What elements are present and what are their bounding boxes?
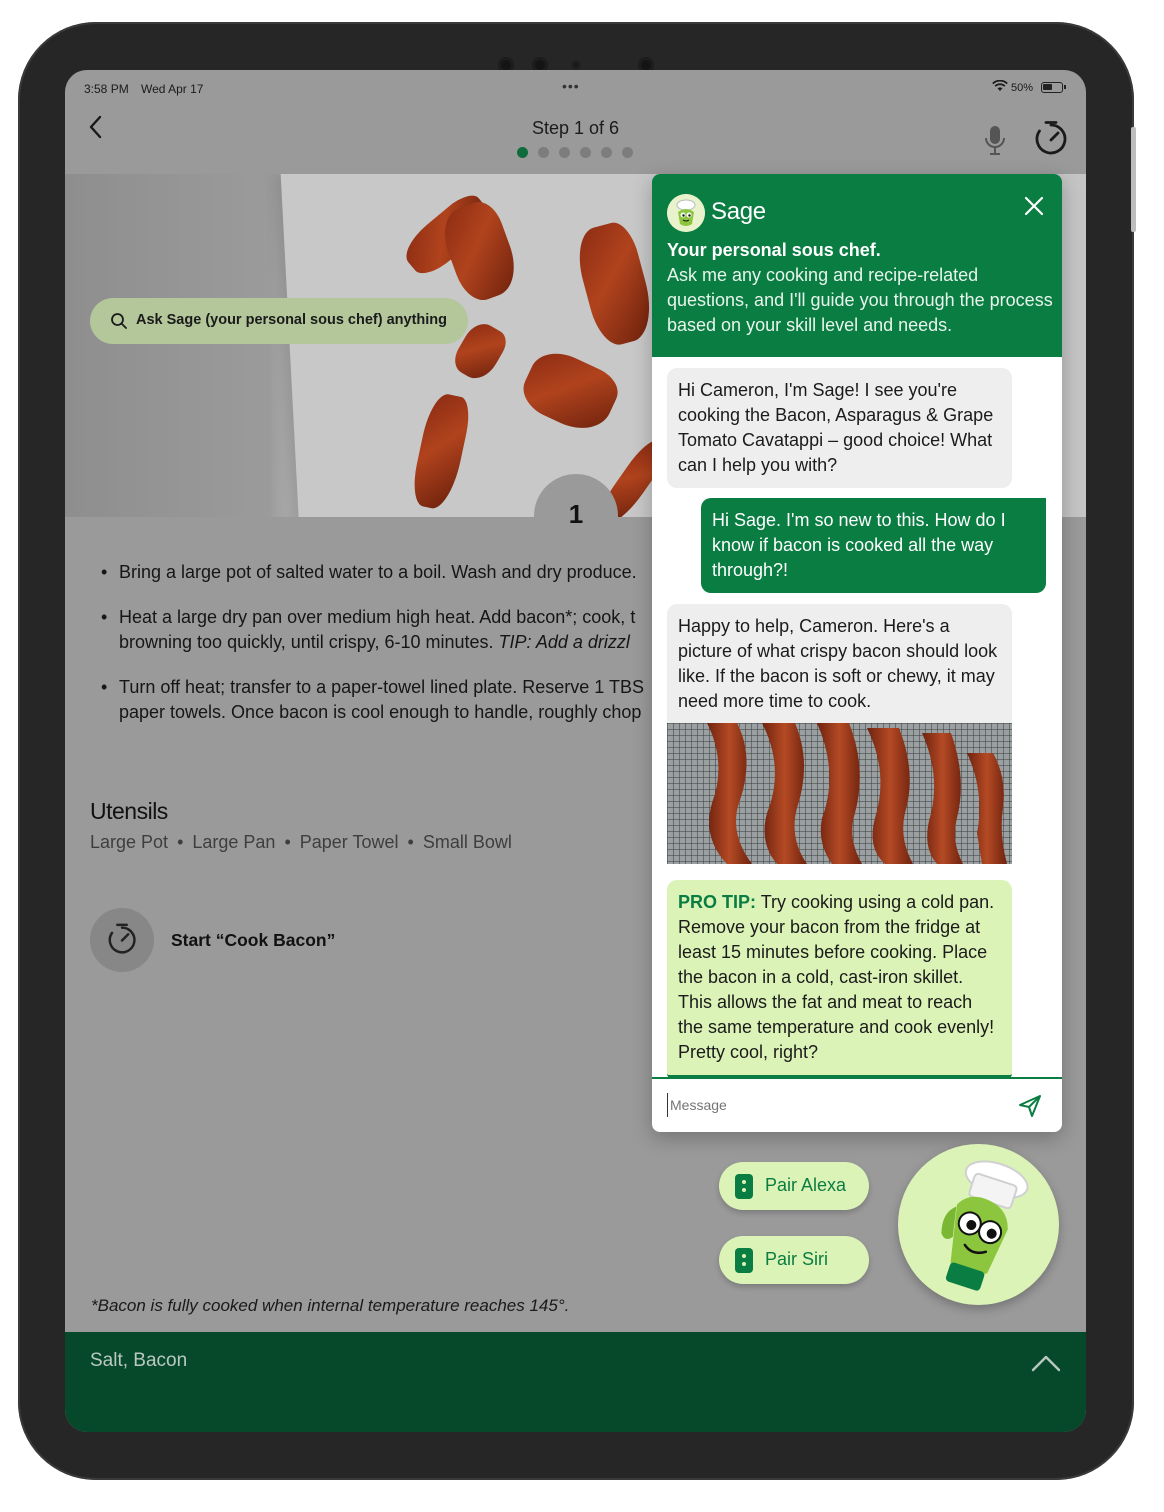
- utensil-separator: •: [407, 832, 414, 852]
- power-button: [1131, 172, 1136, 232]
- pair-alexa-button[interactable]: [719, 1162, 869, 1210]
- chat-message-user: Hi Sage. I'm so new to this. How do I know if bacon is cooked all the way through?!: [701, 498, 1046, 593]
- message-input[interactable]: [667, 1093, 1007, 1117]
- start-timer-label[interactable]: Start “Cook Bacon”: [171, 930, 336, 950]
- send-icon[interactable]: [1017, 1093, 1043, 1119]
- utensils-heading: Utensils: [90, 798, 168, 824]
- pro-tip-text: Try cooking using a cold pan. Remove your bacon from the fridge at least 15 minutes before cooking. Place the bacon in a cold, cast-iron skillet. This allows the fat and meat to reach the same temperature and cook evenly! Pretty cool, right?: [678, 892, 995, 1062]
- instruction-item: [101, 605, 661, 655]
- sage-tagline: Your personal sous chef.: [667, 240, 881, 260]
- search-icon: [110, 312, 128, 330]
- sage-title: Sage: [711, 198, 766, 225]
- instruction-item: [101, 675, 661, 725]
- sage-header: [652, 174, 1062, 357]
- step-dot: [601, 147, 612, 158]
- footnote: *Bacon is fully cooked when internal temperature reaches 145°.: [91, 1296, 570, 1315]
- utensil-item: Small Bowl: [422, 832, 512, 852]
- instruction-text: browning too quickly, until crispy, 6-10 minutes.: [119, 632, 499, 652]
- chat-thread: [652, 357, 1062, 1077]
- ask-sage-button[interactable]: [90, 298, 468, 344]
- sage-mascot-button[interactable]: [898, 1144, 1059, 1305]
- step-dot: [538, 147, 549, 158]
- speaker-icon: [735, 1248, 753, 1273]
- battery-fill: [1043, 84, 1052, 90]
- sensor-icon: [572, 61, 580, 69]
- instruction-text: Bring a large pot of salted water to a boil. Wash and dry produce.: [119, 562, 637, 582]
- sage-mascot-icon: [898, 1144, 1059, 1305]
- utensil-item: Paper Towel: [299, 832, 399, 852]
- utensil-item: Large Pan: [192, 832, 276, 852]
- ingredients-drawer[interactable]: [65, 1332, 1086, 1432]
- instruction-text: Turn off heat; transfer to a paper-towel lined plate. Reserve 1 TBS: [119, 677, 644, 697]
- status-time: 3:58 PM: [84, 82, 129, 96]
- app-screen: [65, 70, 1086, 1432]
- instruction-item: [101, 560, 661, 585]
- pair-siri-button[interactable]: [719, 1236, 869, 1284]
- pro-tip-label: PRO TIP:: [678, 892, 757, 912]
- step-dot: [622, 147, 633, 158]
- step-number-badge: 1: [534, 474, 618, 558]
- timer-icon[interactable]: [1032, 120, 1070, 158]
- start-timer-button[interactable]: [90, 908, 154, 972]
- chat-message-bot: Hi Cameron, I'm Sage! I see you're cooking the Bacon, Asparagus & Grape Tomato Cavatappi – good choice! What can I help you with?: [667, 368, 1012, 488]
- instruction-text: Heat a large dry pan over medium high heat. Add bacon*; cook, t: [119, 607, 636, 627]
- utensil-separator: •: [177, 832, 184, 852]
- step-dot: [580, 147, 591, 158]
- step-dot: [517, 147, 528, 158]
- step-progress-dots: [517, 147, 633, 158]
- multitasking-indicator[interactable]: •••: [562, 78, 580, 94]
- battery-icon: [1041, 82, 1063, 93]
- utensils-list: [90, 832, 512, 853]
- ingredients-summary: Salt, Bacon: [90, 1350, 188, 1371]
- timer-icon: [104, 922, 140, 958]
- instruction-list: [101, 560, 661, 745]
- chevron-up-icon[interactable]: [1031, 1354, 1061, 1372]
- speaker-icon: [735, 1174, 753, 1199]
- battery-percent: 50%: [1011, 82, 1034, 94]
- close-icon[interactable]: [1022, 194, 1046, 218]
- ask-sage-label: Ask Sage (your personal sous chef) anything: [136, 312, 448, 328]
- sage-chat-panel: [652, 174, 1062, 1132]
- status-date: Wed Apr 17: [141, 82, 204, 96]
- status-bar: [65, 70, 1086, 106]
- chat-message-bot: Happy to help, Cameron. Here's a picture of what crispy bacon should look like. If the bacon is soft or chewy, it may need more time to cook.: [667, 604, 1012, 724]
- pro-tip-message: [667, 880, 1012, 1078]
- instruction-tip: TIP: Add a drizzl: [498, 632, 630, 652]
- crispy-bacon-photo: [667, 723, 1012, 864]
- step-title: Step 1 of 6: [531, 118, 620, 138]
- wifi-icon: [992, 80, 1008, 92]
- microphone-icon[interactable]: [982, 124, 1008, 158]
- pair-siri-label: Pair Siri: [765, 1249, 829, 1269]
- instruction-text: paper towels. Once bacon is cool enough to handle, roughly chop: [119, 702, 642, 722]
- sage-description: Ask me any cooking and recipe-related questions, and I'll guide you through the process based on your skill level and needs.: [667, 265, 1053, 335]
- utensil-item: Large Pot: [90, 832, 169, 852]
- step-dot: [559, 147, 570, 158]
- pair-alexa-label: Pair Alexa: [765, 1175, 847, 1195]
- utensil-separator: •: [284, 832, 291, 852]
- message-composer: [652, 1077, 1062, 1132]
- sage-logo-icon: [667, 194, 705, 232]
